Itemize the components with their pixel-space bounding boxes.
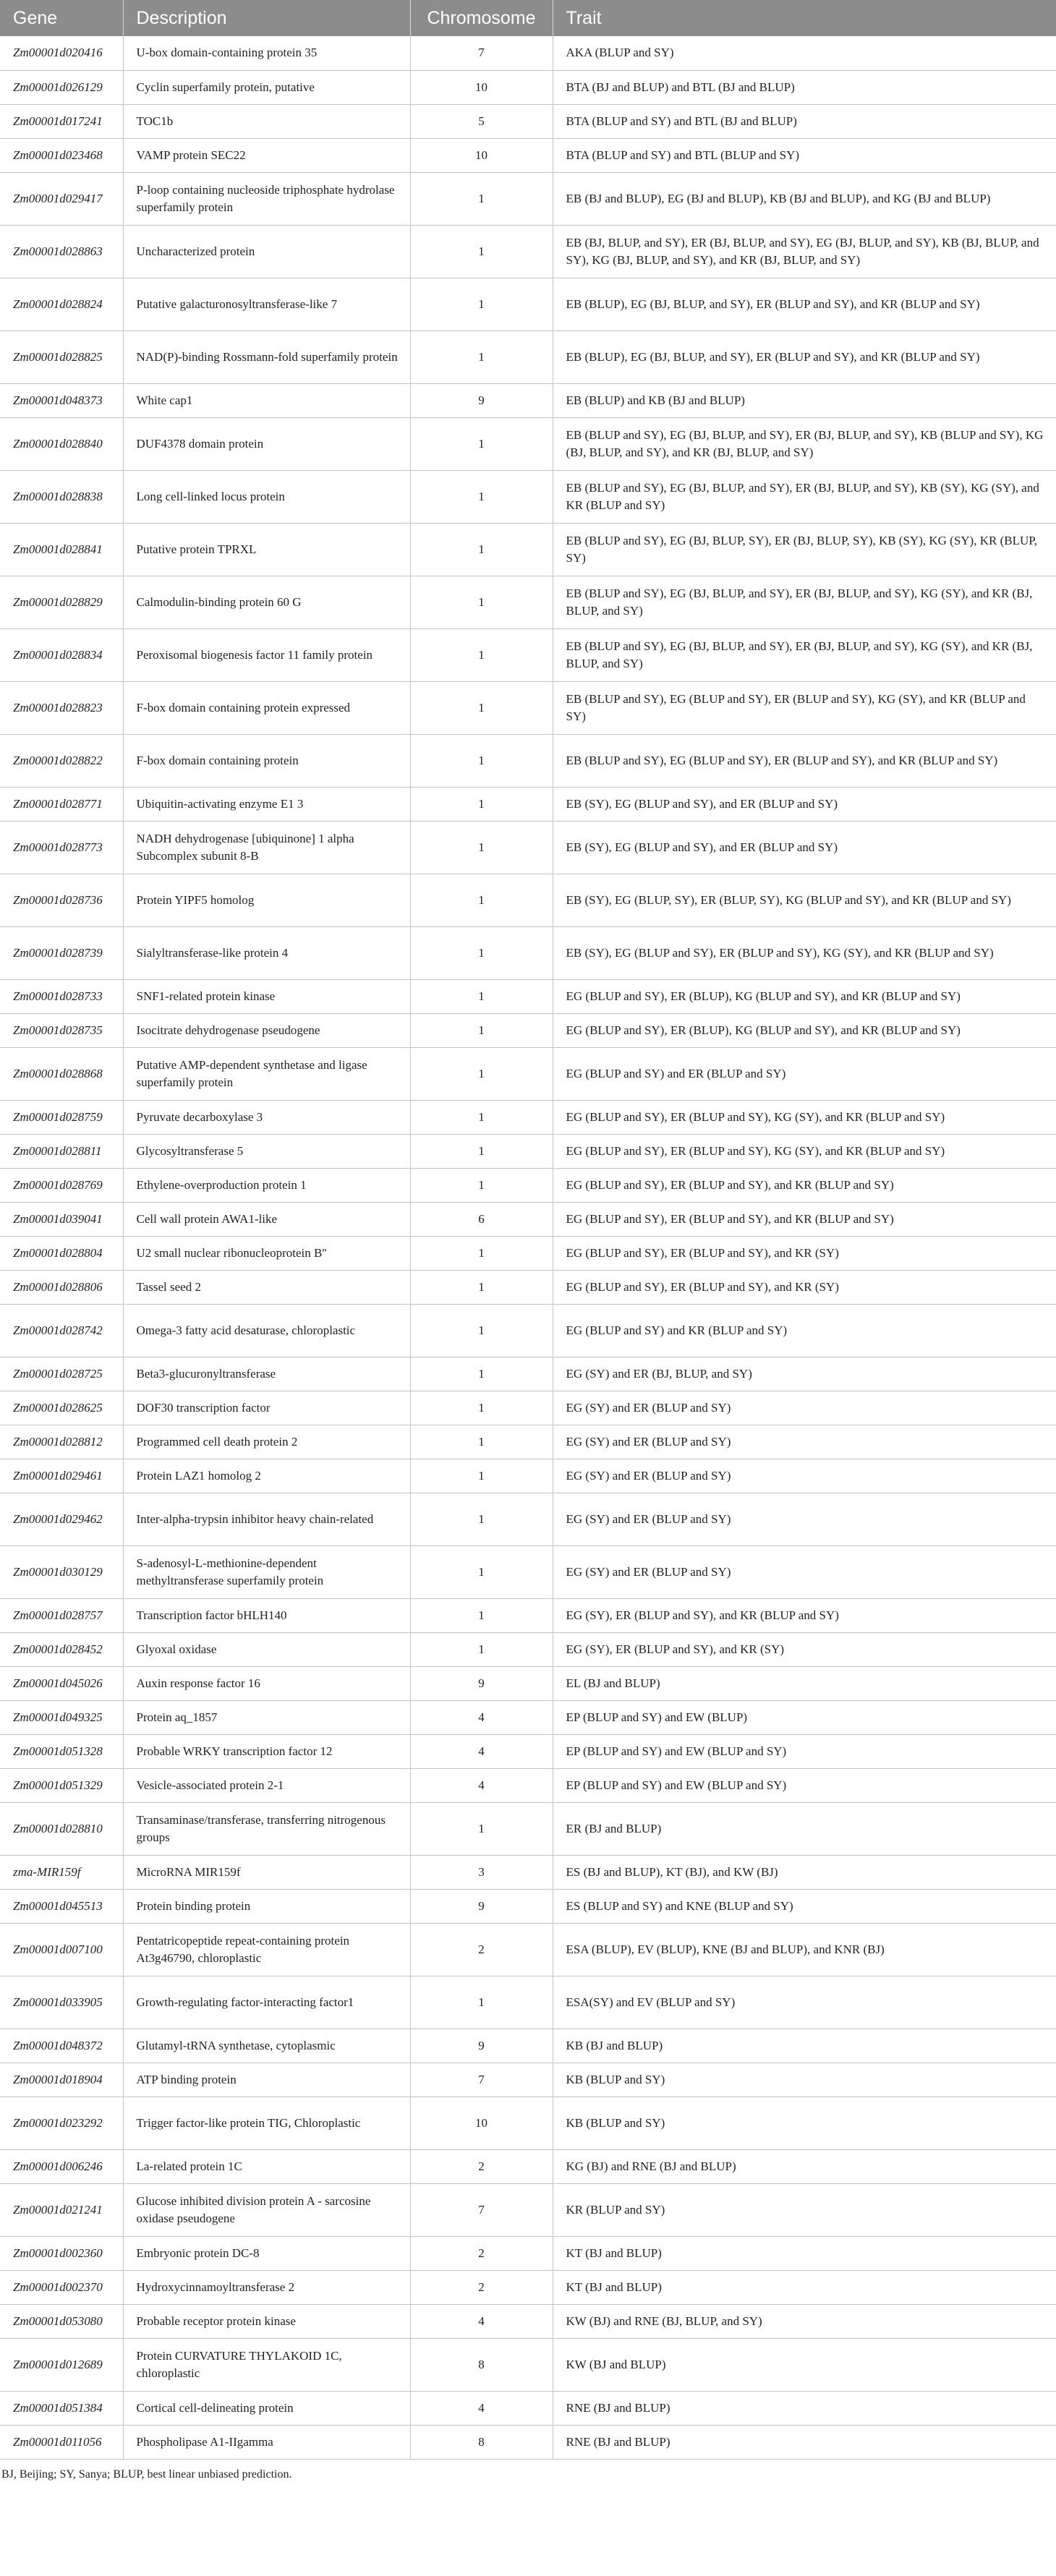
gene-cell: Zm00001d023292 — [0, 2097, 123, 2149]
gene-cell: Zm00001d028771 — [0, 787, 123, 821]
description-cell: Putative galacturonosyltransferase-like 7 — [123, 278, 410, 330]
gene-cell: Zm00001d028824 — [0, 278, 123, 330]
table-row — [0, 1202, 1056, 1236]
description-cell: Protein CURVATURE THYLAKOID 1C, chloroplastic — [123, 2338, 410, 2391]
chromosome-cell: 10 — [410, 70, 553, 104]
description-cell: Peroxisomal biogenesis factor 11 family protein — [123, 628, 410, 681]
trait-cell: ESA (BLUP), EV (BLUP), KNE (BJ and BLUP), and KNR (BJ) — [553, 1923, 1056, 1976]
gene-cell: Zm00001d002370 — [0, 2270, 123, 2304]
description-cell: NAD(P)-binding Rossmann-fold superfamily protein — [123, 330, 410, 383]
chromosome-cell: 4 — [410, 1768, 553, 1802]
gene-cell: Zm00001d030129 — [0, 1545, 123, 1598]
trait-cell: EB (BLUP and SY), EG (BJ, BLUP, and SY), ER (BJ, BLUP, and SY), KB (SY), KG (SY), and KR (BLUP and SY) — [553, 470, 1056, 523]
chromosome-cell: 1 — [410, 1013, 553, 1047]
trait-cell: EG (SY) and ER (BLUP and SY) — [553, 1459, 1056, 1493]
gene-cell: Zm00001d039041 — [0, 1202, 123, 1236]
table-header — [0, 0, 1056, 36]
header-row — [0, 0, 1056, 36]
trait-cell: EB (BLUP and SY), EG (BJ, BLUP, and SY), ER (BJ, BLUP, and SY), KB (BLUP and SY), KG (BJ, BLUP, and SY), and KR (BJ, BLUP, and SY) — [553, 417, 1056, 470]
table-row — [0, 36, 1056, 70]
gene-cell: Zm00001d051384 — [0, 2391, 123, 2425]
trait-cell: EG (SY) and ER (BLUP and SY) — [553, 1425, 1056, 1459]
table-row — [0, 1236, 1056, 1270]
description-cell: Calmodulin-binding protein 60 G — [123, 576, 410, 628]
table-row — [0, 2029, 1056, 2063]
table-row — [0, 1013, 1056, 1047]
chromosome-cell: 1 — [410, 576, 553, 628]
description-cell: Pentatricopeptide repeat-containing protein At3g46790, chloroplastic — [123, 1923, 410, 1976]
description-cell: F-box domain containing protein expressed — [123, 681, 410, 734]
chromosome-cell: 1 — [410, 1047, 553, 1100]
table-row — [0, 470, 1056, 523]
table-row — [0, 628, 1056, 681]
table-row — [0, 2338, 1056, 2391]
description-cell: Glyoxal oxidase — [123, 1632, 410, 1666]
chromosome-cell: 1 — [410, 278, 553, 330]
chromosome-cell: 10 — [410, 2097, 553, 2149]
trait-cell: KT (BJ and BLUP) — [553, 2236, 1056, 2270]
trait-cell: EG (SY), ER (BLUP and SY), and KR (BLUP and SY) — [553, 1598, 1056, 1632]
trait-cell: EG (BLUP and SY), ER (BLUP and SY), and KR (BLUP and SY) — [553, 1202, 1056, 1236]
table-row — [0, 576, 1056, 628]
description-cell: Omega-3 fatty acid desaturase, chloroplastic — [123, 1304, 410, 1357]
description-cell: Putative protein TPRXL — [123, 523, 410, 576]
trait-cell: KT (BJ and BLUP) — [553, 2270, 1056, 2304]
trait-cell: EB (BLUP and SY), EG (BJ, BLUP, SY), ER (BJ, BLUP, SY), KB (SY), KG (SY), KR (BLUP, SY) — [553, 523, 1056, 576]
gene-cell: Zm00001d029462 — [0, 1493, 123, 1545]
description-cell: Long cell-linked locus protein — [123, 470, 410, 523]
trait-cell: KW (BJ and BLUP) — [553, 2338, 1056, 2391]
chromosome-cell: 1 — [410, 1134, 553, 1168]
gene-cell: Zm00001d028769 — [0, 1168, 123, 1202]
gene-cell: Zm00001d028834 — [0, 628, 123, 681]
description-cell: Pyruvate decarboxylase 3 — [123, 1100, 410, 1134]
header-gene: Gene — [0, 0, 123, 36]
description-cell: U2 small nuclear ribonucleoprotein B'' — [123, 1236, 410, 1270]
chromosome-cell: 4 — [410, 2304, 553, 2338]
chromosome-cell: 10 — [410, 138, 553, 172]
table-row — [0, 821, 1056, 874]
table-row — [0, 1459, 1056, 1493]
header-chromosome: Chromosome — [410, 0, 553, 36]
chromosome-cell: 9 — [410, 1889, 553, 1923]
table-row — [0, 1598, 1056, 1632]
chromosome-cell: 4 — [410, 1700, 553, 1734]
trait-cell: ESA(SY) and EV (BLUP and SY) — [553, 1976, 1056, 2029]
gene-cell: Zm00001d028841 — [0, 523, 123, 576]
table-row — [0, 1855, 1056, 1889]
chromosome-cell: 2 — [410, 1923, 553, 1976]
chromosome-cell: 1 — [410, 523, 553, 576]
trait-cell: EB (BLUP and SY), EG (BLUP and SY), ER (BLUP and SY), KG (SY), and KR (BLUP and SY) — [553, 681, 1056, 734]
table-row — [0, 926, 1056, 979]
table-row — [0, 1047, 1056, 1100]
table-row — [0, 1545, 1056, 1598]
gene-cell: Zm00001d049325 — [0, 1700, 123, 1734]
trait-cell: EL (BJ and BLUP) — [553, 1666, 1056, 1700]
trait-cell: ES (BLUP and SY) and KNE (BLUP and SY) — [553, 1889, 1056, 1923]
description-cell: Probable receptor protein kinase — [123, 2304, 410, 2338]
trait-cell: EB (BJ, BLUP, and SY), ER (BJ, BLUP, and SY), EG (BJ, BLUP, and SY), KB (BJ, BLUP, and SY), KG (BJ, BLUP, and SY), and KR (BJ, BLUP, and SY) — [553, 225, 1056, 278]
description-cell: Programmed cell death protein 2 — [123, 1425, 410, 1459]
trait-cell: BTA (BLUP and SY) and BTL (BLUP and SY) — [553, 138, 1056, 172]
table-row — [0, 1270, 1056, 1304]
table-row — [0, 787, 1056, 821]
description-cell: Protein aq_1857 — [123, 1700, 410, 1734]
table-row — [0, 1632, 1056, 1666]
table-row — [0, 874, 1056, 926]
gene-cell: Zm00001d021241 — [0, 2183, 123, 2236]
table-row — [0, 330, 1056, 383]
chromosome-cell: 1 — [410, 172, 553, 225]
trait-cell: EB (BLUP and SY), EG (BJ, BLUP, and SY), ER (BJ, BLUP, and SY), KG (SY), and KR (BJ, BLUP, and SY) — [553, 628, 1056, 681]
chromosome-cell: 2 — [410, 2236, 553, 2270]
trait-cell: EG (BLUP and SY), ER (BLUP and SY), KG (SY), and KR (BLUP and SY) — [553, 1100, 1056, 1134]
trait-cell: EG (BLUP and SY), ER (BLUP and SY), and KR (BLUP and SY) — [553, 1168, 1056, 1202]
description-cell: White cap1 — [123, 383, 410, 417]
gene-cell: Zm00001d045026 — [0, 1666, 123, 1700]
description-cell: VAMP protein SEC22 — [123, 138, 410, 172]
table-row — [0, 2236, 1056, 2270]
gene-cell: Zm00001d028822 — [0, 734, 123, 787]
table-row — [0, 1100, 1056, 1134]
gene-cell: Zm00001d017241 — [0, 104, 123, 138]
table-row — [0, 2304, 1056, 2338]
description-cell: NADH dehydrogenase [ubiquinone] 1 alpha Subcomplex subunit 8-B — [123, 821, 410, 874]
trait-cell: EG (SY) and ER (BLUP and SY) — [553, 1391, 1056, 1425]
gene-cell: Zm00001d023468 — [0, 138, 123, 172]
table-row — [0, 172, 1056, 225]
trait-cell: EP (BLUP and SY) and EW (BLUP and SY) — [553, 1768, 1056, 1802]
chromosome-cell: 1 — [410, 787, 553, 821]
chromosome-cell: 1 — [410, 225, 553, 278]
gene-cell: Zm00001d051329 — [0, 1768, 123, 1802]
chromosome-cell: 1 — [410, 979, 553, 1013]
description-cell: ATP binding protein — [123, 2063, 410, 2097]
gene-cell: Zm00001d028452 — [0, 1632, 123, 1666]
description-cell: Tassel seed 2 — [123, 1270, 410, 1304]
description-cell: La-related protein 1C — [123, 2149, 410, 2183]
chromosome-cell: 1 — [410, 1100, 553, 1134]
chromosome-cell: 1 — [410, 417, 553, 470]
table-row — [0, 1976, 1056, 2029]
table-row — [0, 2425, 1056, 2459]
chromosome-cell: 1 — [410, 1168, 553, 1202]
gene-cell: Zm00001d028739 — [0, 926, 123, 979]
gene-cell: Zm00001d029417 — [0, 172, 123, 225]
description-cell: P-loop containing nucleoside triphosphate hydrolase superfamily protein — [123, 172, 410, 225]
gene-cell: Zm00001d028811 — [0, 1134, 123, 1168]
chromosome-cell: 1 — [410, 874, 553, 926]
gene-cell: Zm00001d028773 — [0, 821, 123, 874]
gene-cell: Zm00001d048372 — [0, 2029, 123, 2063]
gene-cell: Zm00001d028742 — [0, 1304, 123, 1357]
description-cell: F-box domain containing protein — [123, 734, 410, 787]
gene-cell: Zm00001d028829 — [0, 576, 123, 628]
description-cell: Ubiquitin-activating enzyme E1 3 — [123, 787, 410, 821]
table-row — [0, 1493, 1056, 1545]
chromosome-cell: 1 — [410, 470, 553, 523]
chromosome-cell: 1 — [410, 1493, 553, 1545]
description-cell: Protein LAZ1 homolog 2 — [123, 1459, 410, 1493]
table-row — [0, 1168, 1056, 1202]
gene-cell: Zm00001d007100 — [0, 1923, 123, 1976]
description-cell: Protein YIPF5 homolog — [123, 874, 410, 926]
gene-cell: Zm00001d012689 — [0, 2338, 123, 2391]
chromosome-cell: 5 — [410, 104, 553, 138]
trait-cell: EG (BLUP and SY), ER (BLUP), KG (BLUP and SY), and KR (BLUP and SY) — [553, 979, 1056, 1013]
description-cell: S-adenosyl-L-methionine-dependent methyltransferase superfamily protein — [123, 1545, 410, 1598]
table-row — [0, 104, 1056, 138]
chromosome-cell: 4 — [410, 2391, 553, 2425]
gene-cell: Zm00001d018904 — [0, 2063, 123, 2097]
trait-cell: EB (BLUP and SY), EG (BLUP and SY), ER (BLUP and SY), and KR (BLUP and SY) — [553, 734, 1056, 787]
description-cell: DUF4378 domain protein — [123, 417, 410, 470]
chromosome-cell: 7 — [410, 2183, 553, 2236]
chromosome-cell: 1 — [410, 1270, 553, 1304]
chromosome-cell: 3 — [410, 1855, 553, 1889]
header-trait: Trait — [566, 7, 602, 28]
table-row — [0, 1889, 1056, 1923]
description-cell: Sialyltransferase-like protein 4 — [123, 926, 410, 979]
table-row — [0, 2149, 1056, 2183]
description-cell: MicroRNA MIR159f — [123, 1855, 410, 1889]
gene-cell: zma-MIR159f — [0, 1855, 123, 1889]
trait-cell: EG (BLUP and SY), ER (BLUP and SY), and KR (SY) — [553, 1270, 1056, 1304]
chromosome-cell: 2 — [410, 2270, 553, 2304]
trait-cell: EG (SY) and ER (BLUP and SY) — [553, 1493, 1056, 1545]
chromosome-cell: 1 — [410, 1391, 553, 1425]
gene-cell: Zm00001d028812 — [0, 1425, 123, 1459]
table-row — [0, 681, 1056, 734]
gene-cell: Zm00001d011056 — [0, 2425, 123, 2459]
table-row — [0, 2097, 1056, 2149]
chromosome-cell: 8 — [410, 2338, 553, 2391]
trait-cell: EB (BLUP), EG (BJ, BLUP, and SY), ER (BLUP and SY), and KR (BLUP and SY) — [553, 330, 1056, 383]
trait-cell: EG (SY), ER (BLUP and SY), and KR (SY) — [553, 1632, 1056, 1666]
chromosome-cell: 1 — [410, 1459, 553, 1493]
trait-cell: ER (BJ and BLUP) — [553, 1802, 1056, 1855]
gene-cell: Zm00001d028823 — [0, 681, 123, 734]
table-row — [0, 1666, 1056, 1700]
description-cell: Beta3-glucuronyltransferase — [123, 1357, 410, 1391]
table-row — [0, 138, 1056, 172]
description-cell: Ethylene-overproduction protein 1 — [123, 1168, 410, 1202]
trait-cell: AKA (BLUP and SY) — [553, 36, 1056, 70]
gene-cell: Zm00001d028806 — [0, 1270, 123, 1304]
chromosome-cell: 9 — [410, 2029, 553, 2063]
chromosome-cell: 4 — [410, 1734, 553, 1768]
description-cell: Growth-regulating factor-interacting factor1 — [123, 1976, 410, 2029]
gene-cell: Zm00001d028736 — [0, 874, 123, 926]
chromosome-cell: 1 — [410, 1357, 553, 1391]
gene-cell: Zm00001d028725 — [0, 1357, 123, 1391]
description-cell: Vesicle-associated protein 2-1 — [123, 1768, 410, 1802]
table-row — [0, 523, 1056, 576]
chromosome-cell: 1 — [410, 1425, 553, 1459]
description-cell: Trigger factor-like protein TIG, Chloroplastic — [123, 2097, 410, 2149]
table-row — [0, 1357, 1056, 1391]
description-cell: Glycosyltransferase 5 — [123, 1134, 410, 1168]
trait-cell: KB (BJ and BLUP) — [553, 2029, 1056, 2063]
chromosome-cell: 9 — [410, 383, 553, 417]
trait-cell: EB (SY), EG (BLUP and SY), and ER (BLUP and SY) — [553, 821, 1056, 874]
trait-cell: BTA (BJ and BLUP) and BTL (BJ and BLUP) — [553, 70, 1056, 104]
table-footnote: BJ, Beijing; SY, Sanya; BLUP, best linear unbiased prediction. — [1, 2468, 292, 2481]
description-cell: Isocitrate dehydrogenase pseudogene — [123, 1013, 410, 1047]
trait-cell: KR (BLUP and SY) — [553, 2183, 1056, 2236]
trait-cell: EG (BLUP and SY), ER (BLUP and SY), and KR (SY) — [553, 1236, 1056, 1270]
chromosome-cell: 1 — [410, 1598, 553, 1632]
chromosome-cell: 1 — [410, 1632, 553, 1666]
chromosome-cell: 1 — [410, 1976, 553, 2029]
gene-cell: Zm00001d028840 — [0, 417, 123, 470]
header-description: Description — [123, 0, 410, 36]
trait-cell: BTA (BLUP and SY) and BTL (BJ and BLUP) — [553, 104, 1056, 138]
chromosome-cell: 1 — [410, 1802, 553, 1855]
description-cell: Cortical cell-delineating protein — [123, 2391, 410, 2425]
gene-cell: Zm00001d028810 — [0, 1802, 123, 1855]
gene-cell: Zm00001d028863 — [0, 225, 123, 278]
trait-cell: EB (BLUP) and KB (BJ and BLUP) — [553, 383, 1056, 417]
table-row — [0, 1304, 1056, 1357]
gene-cell: Zm00001d028757 — [0, 1598, 123, 1632]
chromosome-cell: 1 — [410, 734, 553, 787]
description-cell: Phospholipase A1-IIgamma — [123, 2425, 410, 2459]
table-row — [0, 734, 1056, 787]
description-cell: SNF1-related protein kinase — [123, 979, 410, 1013]
table-row — [0, 278, 1056, 330]
table-body — [0, 36, 1056, 2459]
description-cell: Cell wall protein AWA1-like — [123, 1202, 410, 1236]
description-cell: Inter-alpha-trypsin inhibitor heavy chain-related — [123, 1493, 410, 1545]
table-row — [0, 1700, 1056, 1734]
chromosome-cell: 2 — [410, 2149, 553, 2183]
chromosome-cell: 6 — [410, 1202, 553, 1236]
gene-cell: Zm00001d002360 — [0, 2236, 123, 2270]
gene-cell: Zm00001d006246 — [0, 2149, 123, 2183]
chromosome-cell: 1 — [410, 926, 553, 979]
trait-cell: EP (BLUP and SY) and EW (BLUP) — [553, 1700, 1056, 1734]
table-row — [0, 1802, 1056, 1855]
description-cell: Uncharacterized protein — [123, 225, 410, 278]
table-row — [0, 1425, 1056, 1459]
gene-cell: Zm00001d028804 — [0, 1236, 123, 1270]
description-cell: Cyclin superfamily protein, putative — [123, 70, 410, 104]
trait-cell: RNE (BJ and BLUP) — [553, 2425, 1056, 2459]
gene-cell: Zm00001d028838 — [0, 470, 123, 523]
gene-cell: Zm00001d026129 — [0, 70, 123, 104]
trait-cell: KW (BJ) and RNE (BJ, BLUP, and SY) — [553, 2304, 1056, 2338]
description-cell: Auxin response factor 16 — [123, 1666, 410, 1700]
table-row — [0, 1734, 1056, 1768]
description-cell: Embryonic protein DC-8 — [123, 2236, 410, 2270]
trait-cell: EB (BLUP), EG (BJ, BLUP, and SY), ER (BLUP and SY), and KR (BLUP and SY) — [553, 278, 1056, 330]
chromosome-cell: 7 — [410, 2063, 553, 2097]
description-cell: Hydroxycinnamoyltransferase 2 — [123, 2270, 410, 2304]
gene-cell: Zm00001d028825 — [0, 330, 123, 383]
chromosome-cell: 8 — [410, 2425, 553, 2459]
gene-cell: Zm00001d028868 — [0, 1047, 123, 1100]
trait-cell: EB (SY), EG (BLUP and SY), ER (BLUP and SY), KG (SY), and KR (BLUP and SY) — [553, 926, 1056, 979]
table-row — [0, 1768, 1056, 1802]
chromosome-cell: 1 — [410, 330, 553, 383]
description-cell: DOF30 transcription factor — [123, 1391, 410, 1425]
trait-cell: KB (BLUP and SY) — [553, 2097, 1056, 2149]
gene-cell: Zm00001d028733 — [0, 979, 123, 1013]
gene-cell: Zm00001d028759 — [0, 1100, 123, 1134]
chromosome-cell: 9 — [410, 1666, 553, 1700]
description-cell: Putative AMP-dependent synthetase and ligase superfamily protein — [123, 1047, 410, 1100]
gene-cell: Zm00001d020416 — [0, 36, 123, 70]
table-row — [0, 2391, 1056, 2425]
gene-cell: Zm00001d028625 — [0, 1391, 123, 1425]
chromosome-cell: 1 — [410, 1545, 553, 1598]
description-cell: Probable WRKY transcription factor 12 — [123, 1734, 410, 1768]
description-cell: Glutamyl-tRNA synthetase, cytoplasmic — [123, 2029, 410, 2063]
description-cell: Transcription factor bHLH140 — [123, 1598, 410, 1632]
gene-cell: Zm00001d048373 — [0, 383, 123, 417]
trait-cell: EG (BLUP and SY), ER (BLUP), KG (BLUP and SY), and KR (BLUP and SY) — [553, 1013, 1056, 1047]
table-row — [0, 383, 1056, 417]
trait-cell: KB (BLUP and SY) — [553, 2063, 1056, 2097]
table-row — [0, 1134, 1056, 1168]
description-cell: Glucose inhibited division protein A - sarcosine oxidase pseudogene — [123, 2183, 410, 2236]
trait-cell: EG (SY) and ER (BJ, BLUP, and SY) — [553, 1357, 1056, 1391]
table-row — [0, 979, 1056, 1013]
table-row — [0, 2183, 1056, 2236]
trait-cell: RNE (BJ and BLUP) — [553, 2391, 1056, 2425]
chromosome-cell: 1 — [410, 628, 553, 681]
trait-cell: EB (SY), EG (BLUP and SY), and ER (BLUP and SY) — [553, 787, 1056, 821]
gene-cell: Zm00001d053080 — [0, 2304, 123, 2338]
description-cell: U-box domain-containing protein 35 — [123, 36, 410, 70]
trait-cell: EB (BLUP and SY), EG (BJ, BLUP, and SY), ER (BJ, BLUP, and SY), KG (SY), and KR (BJ, BLUP, and SY) — [553, 576, 1056, 628]
table-row — [0, 1391, 1056, 1425]
table-row — [0, 70, 1056, 104]
chromosome-cell: 1 — [410, 1236, 553, 1270]
table-row — [0, 2063, 1056, 2097]
gene-cell: Zm00001d051328 — [0, 1734, 123, 1768]
description-cell: TOC1b — [123, 104, 410, 138]
gene-cell: Zm00001d029461 — [0, 1459, 123, 1493]
table-row — [0, 417, 1056, 470]
table-row — [0, 2270, 1056, 2304]
trait-cell: EG (BLUP and SY) and KR (BLUP and SY) — [553, 1304, 1056, 1357]
chromosome-cell: 1 — [410, 821, 553, 874]
table-row — [0, 1923, 1056, 1976]
gene-cell: Zm00001d033905 — [0, 1976, 123, 2029]
chromosome-cell: 1 — [410, 681, 553, 734]
gene-cell: Zm00001d028735 — [0, 1013, 123, 1047]
table-row — [0, 225, 1056, 278]
chromosome-cell: 1 — [410, 1304, 553, 1357]
gene-cell: Zm00001d045513 — [0, 1889, 123, 1923]
description-cell: Protein binding protein — [123, 1889, 410, 1923]
description-cell: Transaminase/transferase, transferring nitrogenous groups — [123, 1802, 410, 1855]
trait-cell: EP (BLUP and SY) and EW (BLUP and SY) — [553, 1734, 1056, 1768]
trait-cell: EG (BLUP and SY), ER (BLUP and SY), KG (SY), and KR (BLUP and SY) — [553, 1134, 1056, 1168]
trait-cell: EG (SY) and ER (BLUP and SY) — [553, 1545, 1056, 1598]
trait-cell: EB (SY), EG (BLUP, SY), ER (BLUP, SY), KG (BLUP and SY), and KR (BLUP and SY) — [553, 874, 1056, 926]
trait-cell: ES (BJ and BLUP), KT (BJ), and KW (BJ) — [553, 1855, 1056, 1889]
trait-cell: EG (BLUP and SY) and ER (BLUP and SY) — [553, 1047, 1056, 1100]
chromosome-cell: 7 — [410, 36, 553, 70]
trait-cell: KG (BJ) and RNE (BJ and BLUP) — [553, 2149, 1056, 2183]
trait-cell: EB (BJ and BLUP), EG (BJ and BLUP), KB (BJ and BLUP), and KG (BJ and BLUP) — [553, 172, 1056, 225]
